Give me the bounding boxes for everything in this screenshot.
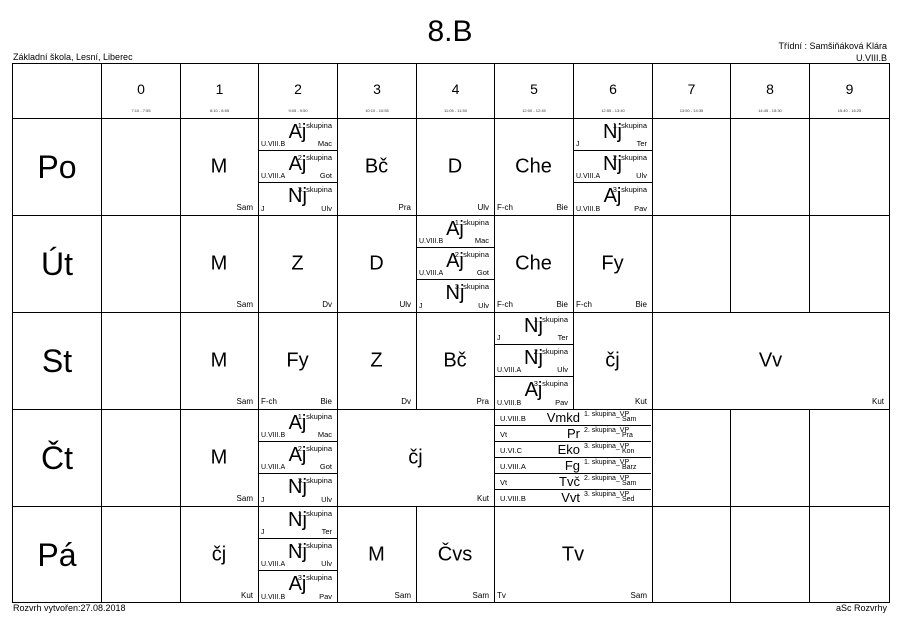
period-header	[180, 64, 258, 118]
lesson-teacher: Ulv	[399, 300, 411, 309]
group-name: 3. skupina	[297, 573, 332, 582]
period-number: 4	[451, 81, 460, 97]
period-header	[730, 64, 809, 118]
group-teacher: Mac	[474, 236, 489, 245]
lesson-room: F-ch	[497, 300, 513, 309]
lesson-subject: čj	[211, 543, 227, 566]
elective-room: U.VIII.B	[500, 494, 526, 503]
day-label-ct: Čt	[41, 440, 73, 476]
period-header	[652, 64, 730, 118]
col-divider	[730, 506, 731, 603]
lesson-teacher: Kut	[634, 397, 647, 406]
period-number: 5	[530, 81, 538, 97]
period-header	[101, 64, 180, 118]
group-name: 2. skupina	[297, 153, 332, 162]
lesson-teacher: Kut	[476, 494, 489, 503]
group-teacher: Got	[319, 171, 332, 180]
elective-slot[interactable]	[494, 458, 651, 474]
group-subject: Nj	[288, 509, 307, 531]
group-name: 1. skupina	[297, 121, 332, 130]
period-number: 7	[687, 81, 696, 97]
elective-subject: Fg	[564, 458, 580, 473]
lesson-subject: Tv	[561, 543, 585, 566]
elective-room: Vt	[500, 478, 508, 487]
lesson-subject: Fy	[601, 252, 624, 275]
group-room: J	[497, 335, 501, 342]
period-number: 2	[294, 81, 302, 97]
lesson-cell[interactable]	[573, 313, 652, 409]
group-subject: Nj	[603, 121, 622, 143]
elective-group: 2. skupina_VP	[584, 427, 630, 434]
period-number: 9	[845, 81, 854, 97]
lesson-cell[interactable]	[416, 119, 494, 215]
elective-room: U.VIII.A	[500, 462, 526, 471]
group-teacher: Pav	[319, 592, 332, 601]
group-room: U.VIII.A	[261, 464, 286, 471]
group-subject: Aj	[603, 185, 622, 207]
group-teacher: Ulv	[321, 559, 332, 568]
group-subject: Nj	[524, 347, 543, 369]
elective-subject: Vvt	[561, 490, 580, 505]
elective-slot[interactable]	[494, 442, 651, 458]
lesson-teacher: Ulv	[477, 203, 489, 212]
lesson-subject: M	[210, 349, 228, 372]
split-lesson-cell[interactable]	[258, 410, 337, 506]
group-subject: Nj	[524, 315, 543, 337]
lesson-subject: čj	[408, 446, 423, 469]
day-label-ut: Út	[41, 246, 73, 282]
lesson-teacher: Dv	[401, 397, 411, 406]
group-teacher: Mac	[317, 139, 332, 148]
lesson-cell[interactable]	[494, 216, 573, 312]
group-teacher: Mac	[317, 430, 332, 439]
split-lesson-cell[interactable]	[258, 119, 337, 215]
period-time: 10:10 - 10:55	[365, 108, 389, 113]
col-divider	[730, 215, 731, 312]
period-header	[337, 64, 416, 118]
group-subject: Nj	[288, 541, 307, 563]
period-number: 8	[766, 81, 774, 97]
group-room: J	[261, 529, 265, 536]
group-subject: Nj	[288, 476, 307, 498]
group-room: U.VIII.A	[576, 173, 601, 180]
lesson-teacher: Kut	[240, 591, 253, 600]
school-name: Základní škola, Lesní, Liberec	[13, 52, 133, 62]
elective-teacher: Kon	[622, 448, 635, 455]
group-slot[interactable]	[258, 151, 337, 183]
group-name: 1. skupina	[612, 121, 647, 130]
period-time: 11:05 - 11:50	[444, 108, 467, 113]
group-name: 2. skupina	[533, 347, 568, 356]
period-header	[809, 64, 889, 118]
group-subject: Aj	[446, 250, 464, 272]
col-divider	[101, 409, 102, 506]
lesson-teacher: Sam	[236, 397, 253, 406]
group-subject: Aj	[524, 379, 543, 401]
lesson-cell[interactable]	[494, 119, 573, 215]
elective-room: U.VIII.B	[500, 414, 526, 423]
period-header	[494, 64, 573, 118]
lesson-cell[interactable]	[337, 507, 416, 603]
group-room: J	[419, 303, 423, 310]
group-slot[interactable]	[494, 313, 573, 345]
elective-teacher: Sam	[622, 480, 637, 487]
lesson-cell-multi-period[interactable]	[494, 507, 652, 603]
elective-group: 1. skupina_VP	[584, 411, 630, 418]
elective-slot[interactable]	[494, 474, 651, 490]
group-slot[interactable]	[258, 474, 337, 506]
group-name: 3. skupina	[612, 185, 647, 194]
elective-group: 3. skupina_VP	[584, 491, 630, 498]
group-name: 1. skupina	[533, 315, 568, 324]
group-room: U.VIII.B	[261, 432, 286, 439]
lesson-teacher: Bie	[556, 203, 568, 212]
class-teacher-info	[778, 40, 887, 64]
elective-slot[interactable]	[494, 490, 651, 506]
col-divider	[652, 506, 653, 603]
day-label-pa: Pá	[37, 537, 77, 573]
lesson-teacher: Sam	[630, 591, 647, 600]
lesson-teacher: Bie	[556, 300, 568, 309]
lesson-teacher: Sam	[472, 591, 489, 600]
elective-lesson-cell[interactable]	[494, 410, 652, 506]
col-divider	[730, 409, 731, 506]
group-name: 3. skupina	[533, 379, 568, 388]
col-divider	[652, 118, 653, 215]
group-room: U.VIII.B	[497, 400, 522, 407]
period-header	[416, 64, 494, 118]
lesson-cell-multi-period[interactable]	[652, 313, 889, 409]
group-slot[interactable]	[494, 377, 573, 409]
col-divider	[101, 215, 102, 312]
elective-teacher: Pra	[622, 432, 633, 439]
group-teacher: Ter	[557, 333, 568, 342]
lesson-cell[interactable]	[180, 507, 258, 603]
lesson-subject: Vv	[758, 349, 783, 372]
group-room: J	[576, 141, 580, 148]
elective-teacher: Sam	[622, 416, 637, 423]
group-slot[interactable]	[258, 119, 337, 151]
lesson-subject: čj	[605, 349, 620, 372]
lesson-cell[interactable]	[180, 216, 258, 312]
elective-room: Vt	[500, 430, 508, 439]
period-time: 15:40 - 16:25	[837, 108, 862, 113]
period-time: 9:05 - 9:50	[288, 108, 308, 113]
col-divider	[809, 215, 810, 312]
elective-group: 2. skupina_VP	[584, 475, 630, 482]
lesson-subject: Che	[515, 155, 552, 178]
lesson-subject: M	[368, 543, 385, 566]
period-number: 6	[609, 81, 617, 97]
elective-teacher: Sed	[622, 496, 635, 503]
split-lesson-cell[interactable]	[494, 313, 573, 409]
group-teacher: Ulv	[557, 365, 568, 374]
lesson-teacher: Sam	[236, 494, 253, 503]
lesson-teacher: Pra	[398, 203, 411, 212]
lesson-room: F-ch	[576, 300, 592, 309]
group-teacher: Ulv	[478, 301, 489, 310]
group-teacher: Pav	[634, 204, 647, 213]
group-slot[interactable]	[494, 345, 573, 377]
group-room: U.VIII.B	[261, 594, 286, 601]
lesson-subject: M	[210, 155, 228, 178]
group-subject: Aj	[288, 573, 307, 595]
lesson-room: Tv	[497, 591, 506, 600]
col-divider	[652, 409, 653, 506]
period-time: 12:55 - 13:40	[601, 108, 625, 113]
elective-group: 1. skupina_VP	[584, 459, 630, 466]
group-teacher: Ter	[636, 139, 647, 148]
group-slot[interactable]	[573, 119, 652, 151]
group-subject: Aj	[288, 444, 307, 466]
period-time: 12:00 - 12:45	[522, 108, 546, 113]
class-title: 8.B	[427, 15, 473, 48]
lesson-subject: Z	[291, 252, 304, 275]
col-divider	[101, 506, 102, 603]
group-name: 3. skupina	[297, 185, 332, 194]
group-room: U.VIII.B	[419, 238, 444, 245]
elective-subject: Tvč	[559, 474, 580, 489]
group-subject: Aj	[446, 218, 464, 240]
group-name: 2. skupina	[297, 541, 332, 550]
group-room: U.VIII.A	[261, 561, 286, 568]
group-slot[interactable]	[573, 151, 652, 183]
group-teacher: Ulv	[636, 171, 647, 180]
elective-teacher: Barz	[622, 464, 637, 471]
group-name: 2. skupina	[297, 444, 332, 453]
group-slot[interactable]	[416, 216, 494, 248]
group-teacher: Got	[476, 268, 489, 277]
home-room: U.VIII.B	[855, 53, 887, 63]
group-slot[interactable]	[416, 248, 494, 280]
lesson-subject: Bč	[364, 155, 389, 178]
period-time: 7:10 - 7:55	[131, 108, 151, 113]
lesson-room: F-ch	[261, 397, 277, 406]
group-teacher: Ulv	[321, 495, 332, 504]
elective-group: 3. skupina_VP	[584, 443, 630, 450]
split-lesson-cell[interactable]	[258, 507, 337, 603]
period-time: 8:10 - 8:55	[209, 108, 230, 113]
lesson-cell[interactable]	[337, 216, 416, 312]
class-teacher: Třídní : Samšiňáková Klára	[778, 41, 887, 51]
lesson-cell[interactable]	[180, 313, 258, 409]
lesson-subject: Che	[515, 252, 552, 275]
period-number: 0	[137, 81, 145, 97]
elective-slot[interactable]	[494, 410, 651, 426]
lesson-cell-multi-period[interactable]	[337, 410, 494, 506]
created-date: Rozvrh vytvořen:27.08.2018	[13, 603, 126, 613]
elective-subject: Vmkd	[546, 410, 580, 425]
lesson-teacher: Sam	[236, 203, 253, 212]
period-time: 14:45 - 15:30	[758, 108, 782, 113]
elective-room: U.VI.C	[500, 446, 523, 455]
lesson-subject: D	[369, 252, 384, 275]
lesson-cell[interactable]	[258, 313, 337, 409]
lesson-subject: Fy	[286, 349, 309, 372]
col-divider	[101, 118, 102, 215]
group-slot[interactable]	[258, 507, 337, 539]
group-teacher: Ulv	[321, 204, 332, 213]
group-subject: Nj	[445, 282, 465, 304]
group-name: 3. skupina	[454, 282, 489, 291]
lesson-cell[interactable]	[416, 313, 494, 409]
lesson-cell[interactable]	[416, 507, 494, 603]
group-room: U.VIII.A	[497, 367, 522, 374]
group-room: U.VIII.B	[261, 141, 286, 148]
elective-subject: Pr	[567, 426, 580, 441]
lesson-teacher: Sam	[236, 300, 253, 309]
period-header	[258, 64, 337, 118]
group-name: 1. skupina	[297, 412, 332, 421]
group-teacher: Ter	[321, 527, 332, 536]
group-subject: Aj	[288, 121, 307, 143]
col-divider	[652, 215, 653, 312]
group-teacher: Got	[319, 462, 332, 471]
col-divider	[809, 506, 810, 603]
lesson-teacher: Bie	[320, 397, 332, 406]
lesson-cell[interactable]	[573, 216, 652, 312]
period-number: 3	[373, 81, 381, 97]
period-number: 1	[215, 81, 224, 97]
lesson-subject: M	[210, 252, 228, 275]
elective-subject: Eko	[557, 442, 580, 457]
group-slot[interactable]	[258, 571, 337, 603]
lesson-cell[interactable]	[337, 119, 416, 215]
lesson-cell[interactable]	[258, 216, 337, 312]
lesson-subject: M	[210, 446, 228, 469]
lesson-cell[interactable]	[180, 119, 258, 215]
group-room: U.VIII.A	[261, 173, 286, 180]
lesson-room: F-ch	[497, 203, 513, 212]
lesson-cell[interactable]	[337, 313, 416, 409]
col-divider	[809, 118, 810, 215]
period-time: 13:50 - 14:35	[679, 108, 704, 113]
col-divider	[730, 118, 731, 215]
elective-slot[interactable]	[494, 426, 651, 442]
timetable-grid	[12, 63, 890, 603]
lesson-cell[interactable]	[180, 410, 258, 506]
group-name: 1. skupina	[297, 509, 332, 518]
period-header	[573, 64, 652, 118]
group-slot[interactable]	[258, 442, 337, 474]
group-room: J	[261, 497, 265, 504]
lesson-teacher: Bie	[635, 300, 647, 309]
lesson-subject: Z	[370, 349, 383, 372]
group-name: 3. skupina	[297, 476, 332, 485]
lesson-subject: Čvs	[437, 543, 473, 566]
group-subject: Aj	[288, 153, 307, 175]
group-name: 2. skupina	[454, 250, 489, 259]
lesson-teacher: Dv	[322, 300, 332, 309]
group-name: 2. skupina	[612, 153, 647, 162]
lesson-teacher: Kut	[871, 397, 884, 406]
group-room: U.VIII.B	[576, 206, 601, 213]
group-room: U.VIII.A	[419, 270, 444, 277]
group-slot[interactable]	[258, 410, 337, 442]
group-name: 1. skupina	[454, 218, 489, 227]
group-teacher: Pav	[555, 398, 568, 407]
group-subject: Nj	[288, 185, 307, 207]
group-slot[interactable]	[416, 280, 494, 312]
col-divider	[101, 312, 102, 409]
lesson-teacher: Sam	[394, 591, 411, 600]
lesson-teacher: Pra	[476, 397, 489, 406]
group-slot[interactable]	[573, 183, 652, 215]
group-slot[interactable]	[258, 183, 337, 215]
split-lesson-cell[interactable]	[416, 216, 494, 312]
col-divider	[809, 409, 810, 506]
split-lesson-cell[interactable]	[573, 119, 652, 215]
group-subject: Nj	[603, 153, 622, 175]
lesson-subject: Bč	[443, 349, 467, 372]
group-room: J	[261, 206, 265, 213]
lesson-subject: D	[447, 155, 463, 178]
software-credit: aSc Rozvrhy	[835, 603, 887, 613]
day-label-po: Po	[37, 149, 77, 185]
group-slot[interactable]	[258, 539, 337, 571]
day-label-st: St	[41, 343, 73, 379]
group-subject: Aj	[288, 412, 307, 434]
